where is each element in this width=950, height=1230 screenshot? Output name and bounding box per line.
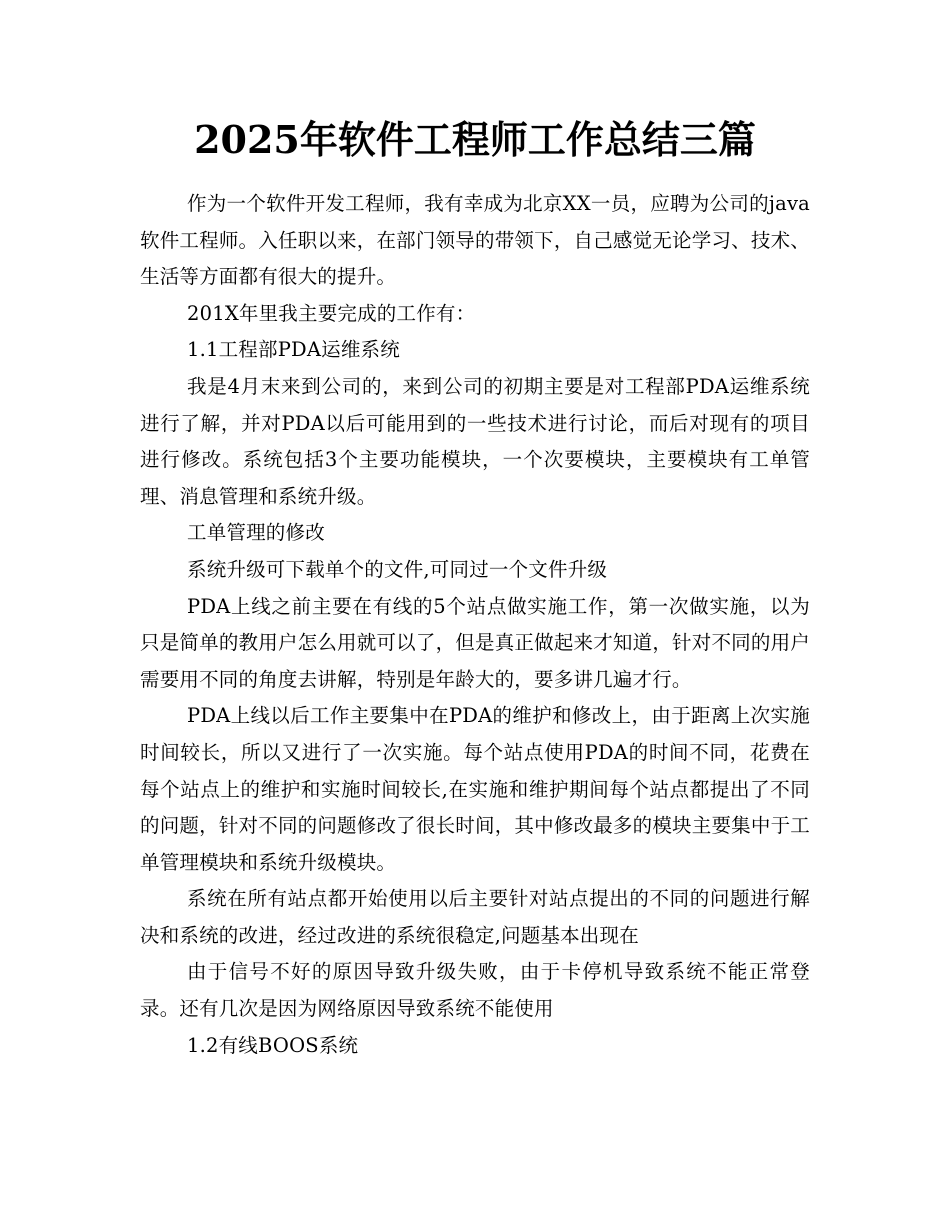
- paragraph-failures: 由于信号不好的原因导致升级失败，由于卡停机导致系统不能正常登录。还有几次是因为网络原因导致系统不能使用: [140, 960, 810, 1021]
- paragraph-intro: 作为一个软件开发工程师，我有幸成为北京XX一员，应聘为公司的java软件工程师。入任职以来，在部门领导的带领下，自己感觉无论学习、技术、生活等方面都有很大的提升。: [140, 192, 810, 289]
- paragraph-work-order-change: 工单管理的修改: [187, 521, 325, 545]
- paragraph-post-launch: PDA上线以后工作主要集中在PDA的维护和修改上，由于距离上次实施时间较长，所以又进行了一次实施。每个站点使用PDA的时间不同，花费在每个站点上的维护和实施时间较长,在实施和维护期间每个站点都提出了不同的问题，针对不同的问题修改了很长时间，其中修改最多的模块主要集中于工单管理模块和系统升级模块。: [140, 704, 810, 874]
- paragraph-pda-overview: 我是4月末来到公司的，来到公司的初期主要是对工程部PDA运维系统进行了解，并对PDA以后可能用到的一些技术进行讨论，而后对现有的项目进行修改。系统包括3个主要功能模块，一个次要模块，主要模块有工单管理、消息管理和系统升级。: [140, 374, 810, 508]
- paragraph-pre-launch: PDA上线之前主要在有线的5个站点做实施工作，第一次做实施，以为只是简单的教用户怎么用就可以了，但是真正做起来才知道，针对不同的用户需要用不同的角度去讲解，特别是年龄大的，要多讲几遍才行。: [140, 594, 810, 691]
- section-heading-pda: 1.1工程部PDA运维系统: [187, 338, 400, 362]
- document-body: [140, 186, 810, 1064]
- paragraph-system-upgrade: 系统升级可下载单个的文件,可同过一个文件升级: [187, 557, 608, 581]
- document-title: 2025年软件工程师工作总结三篇: [194, 117, 756, 162]
- section-heading-boos: 1.2有线BOOS系统: [187, 1033, 359, 1057]
- paragraph-improvements: 系统在所有站点都开始使用以后主要针对站点提出的不同的问题进行解决和系统的改进，经过改进的系统很稳定,问题基本出现在: [140, 887, 810, 947]
- paragraph-work-list-heading: 201X年里我主要完成的工作有：: [187, 301, 476, 325]
